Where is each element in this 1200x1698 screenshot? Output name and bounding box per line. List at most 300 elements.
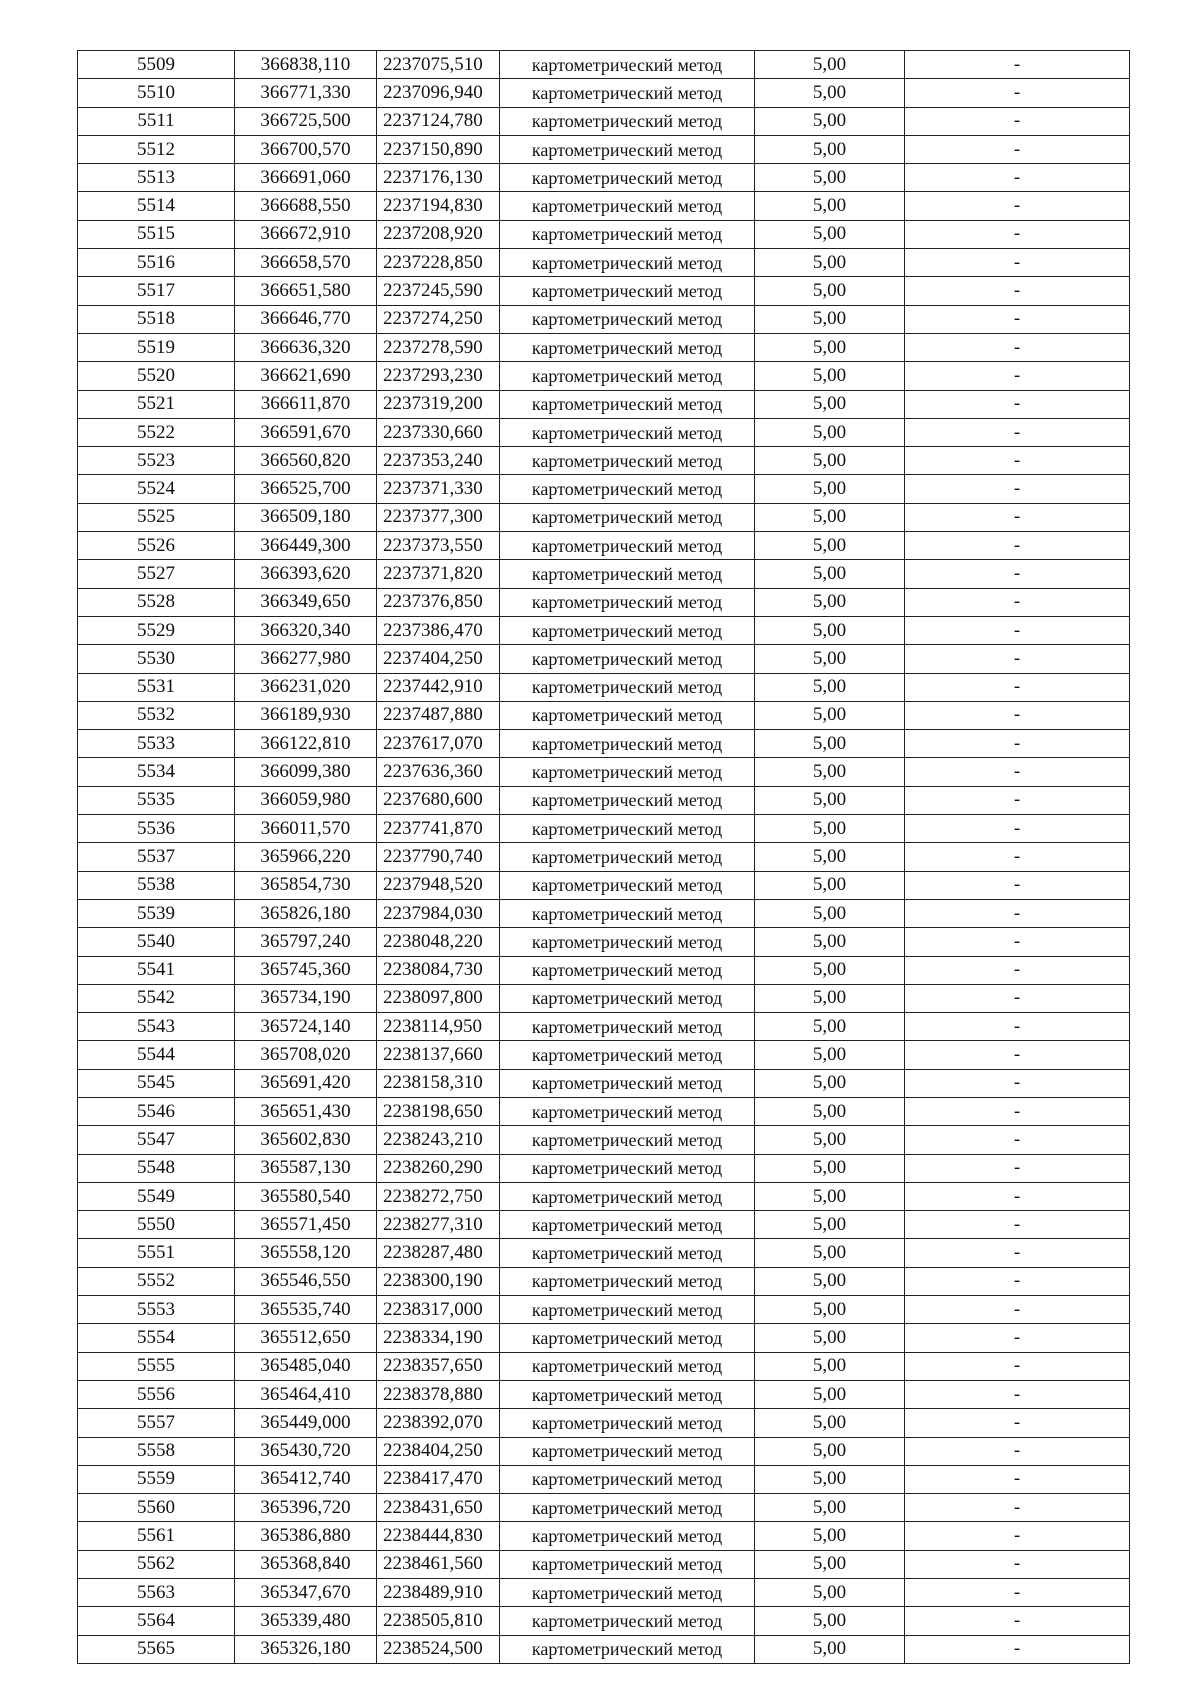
- point-number-cell: 5522: [78, 418, 235, 446]
- description-cell: -: [905, 1296, 1130, 1324]
- description-cell: -: [905, 1182, 1130, 1210]
- description-cell: -: [905, 815, 1130, 843]
- x-coordinate-cell: 366393,620: [235, 560, 377, 588]
- table-row: [78, 645, 1130, 673]
- method-cell: картометрический метод: [500, 192, 755, 220]
- table-row: [78, 447, 1130, 475]
- point-number-cell: 5556: [78, 1380, 235, 1408]
- x-coordinate-cell: 366771,330: [235, 79, 377, 107]
- y-coordinate-cell: 2238357,650: [377, 1352, 500, 1380]
- point-number-cell: 5530: [78, 645, 235, 673]
- method-cell: картометрический метод: [500, 560, 755, 588]
- y-coordinate-cell: 2238277,310: [377, 1211, 500, 1239]
- table-row: [78, 871, 1130, 899]
- y-coordinate-cell: 2237319,200: [377, 390, 500, 418]
- description-cell: -: [905, 560, 1130, 588]
- x-coordinate-cell: 366700,570: [235, 135, 377, 163]
- description-cell: -: [905, 164, 1130, 192]
- description-cell: -: [905, 730, 1130, 758]
- description-cell: -: [905, 956, 1130, 984]
- method-cell: картометрический метод: [500, 984, 755, 1012]
- description-cell: -: [905, 616, 1130, 644]
- method-cell: картометрический метод: [500, 645, 755, 673]
- accuracy-cell: 5,00: [755, 1579, 905, 1607]
- accuracy-cell: 5,00: [755, 107, 905, 135]
- table-row: [78, 1324, 1130, 1352]
- y-coordinate-cell: 2237442,910: [377, 673, 500, 701]
- table-row: [78, 1579, 1130, 1607]
- accuracy-cell: 5,00: [755, 1239, 905, 1267]
- x-coordinate-cell: 365368,840: [235, 1550, 377, 1578]
- x-coordinate-cell: 366349,650: [235, 588, 377, 616]
- point-number-cell: 5515: [78, 220, 235, 248]
- table-row: [78, 1635, 1130, 1663]
- accuracy-cell: 5,00: [755, 871, 905, 899]
- point-number-cell: 5548: [78, 1154, 235, 1182]
- point-number-cell: 5532: [78, 701, 235, 729]
- point-number-cell: 5555: [78, 1352, 235, 1380]
- accuracy-cell: 5,00: [755, 305, 905, 333]
- point-number-cell: 5558: [78, 1437, 235, 1465]
- x-coordinate-cell: 366509,180: [235, 503, 377, 531]
- table-row: [78, 984, 1130, 1012]
- table-row: [78, 843, 1130, 871]
- table-row: [78, 1296, 1130, 1324]
- x-coordinate-cell: 366591,670: [235, 418, 377, 446]
- y-coordinate-cell: 2238461,560: [377, 1550, 500, 1578]
- x-coordinate-cell: 366658,570: [235, 249, 377, 277]
- method-cell: картометрический метод: [500, 1267, 755, 1295]
- y-coordinate-cell: 2238431,650: [377, 1494, 500, 1522]
- description-cell: -: [905, 220, 1130, 248]
- table-row: [78, 1465, 1130, 1493]
- y-coordinate-cell: 2237790,740: [377, 843, 500, 871]
- accuracy-cell: 5,00: [755, 532, 905, 560]
- y-coordinate-cell: 2237680,600: [377, 786, 500, 814]
- x-coordinate-cell: 365826,180: [235, 899, 377, 927]
- table-row: [78, 135, 1130, 163]
- method-cell: картометрический метод: [500, 616, 755, 644]
- y-coordinate-cell: 2237228,850: [377, 249, 500, 277]
- x-coordinate-cell: 365558,120: [235, 1239, 377, 1267]
- accuracy-cell: 5,00: [755, 1182, 905, 1210]
- point-number-cell: 5509: [78, 51, 235, 79]
- y-coordinate-cell: 2238505,810: [377, 1607, 500, 1635]
- point-number-cell: 5518: [78, 305, 235, 333]
- y-coordinate-cell: 2238137,660: [377, 1041, 500, 1069]
- accuracy-cell: 5,00: [755, 786, 905, 814]
- point-number-cell: 5541: [78, 956, 235, 984]
- x-coordinate-cell: 365580,540: [235, 1182, 377, 1210]
- description-cell: -: [905, 532, 1130, 560]
- x-coordinate-cell: 365745,360: [235, 956, 377, 984]
- method-cell: картометрический метод: [500, 1097, 755, 1125]
- accuracy-cell: 5,00: [755, 1126, 905, 1154]
- description-cell: -: [905, 1041, 1130, 1069]
- table-row: [78, 1211, 1130, 1239]
- y-coordinate-cell: 2238392,070: [377, 1409, 500, 1437]
- method-cell: картометрический метод: [500, 362, 755, 390]
- accuracy-cell: 5,00: [755, 1494, 905, 1522]
- y-coordinate-cell: 2238378,880: [377, 1380, 500, 1408]
- description-cell: -: [905, 1522, 1130, 1550]
- method-cell: картометрический метод: [500, 1182, 755, 1210]
- accuracy-cell: 5,00: [755, 164, 905, 192]
- y-coordinate-cell: 2238287,480: [377, 1239, 500, 1267]
- y-coordinate-cell: 2238084,730: [377, 956, 500, 984]
- x-coordinate-cell: 365430,720: [235, 1437, 377, 1465]
- table-row: [78, 1069, 1130, 1097]
- description-cell: -: [905, 1579, 1130, 1607]
- description-cell: -: [905, 1267, 1130, 1295]
- table-row: [78, 532, 1130, 560]
- table-row: [78, 475, 1130, 503]
- y-coordinate-cell: 2238334,190: [377, 1324, 500, 1352]
- table-row: [78, 588, 1130, 616]
- accuracy-cell: 5,00: [755, 843, 905, 871]
- method-cell: картометрический метод: [500, 333, 755, 361]
- table-row: [78, 928, 1130, 956]
- point-number-cell: 5536: [78, 815, 235, 843]
- accuracy-cell: 5,00: [755, 730, 905, 758]
- x-coordinate-cell: 366560,820: [235, 447, 377, 475]
- table-row: [78, 418, 1130, 446]
- y-coordinate-cell: 2237617,070: [377, 730, 500, 758]
- x-coordinate-cell: 366189,930: [235, 701, 377, 729]
- accuracy-cell: 5,00: [755, 418, 905, 446]
- description-cell: -: [905, 1211, 1130, 1239]
- x-coordinate-cell: 365546,550: [235, 1267, 377, 1295]
- table-body: [78, 51, 1130, 1664]
- y-coordinate-cell: 2237386,470: [377, 616, 500, 644]
- accuracy-cell: 5,00: [755, 1267, 905, 1295]
- point-number-cell: 5523: [78, 447, 235, 475]
- table-row: [78, 1437, 1130, 1465]
- point-number-cell: 5525: [78, 503, 235, 531]
- x-coordinate-cell: 365326,180: [235, 1635, 377, 1663]
- method-cell: картометрический метод: [500, 730, 755, 758]
- accuracy-cell: 5,00: [755, 645, 905, 673]
- table-row: [78, 51, 1130, 79]
- accuracy-cell: 5,00: [755, 1352, 905, 1380]
- point-number-cell: 5542: [78, 984, 235, 1012]
- point-number-cell: 5514: [78, 192, 235, 220]
- x-coordinate-cell: 365347,670: [235, 1579, 377, 1607]
- method-cell: картометрический метод: [500, 1069, 755, 1097]
- y-coordinate-cell: 2237376,850: [377, 588, 500, 616]
- table-row: [78, 220, 1130, 248]
- x-coordinate-cell: 366691,060: [235, 164, 377, 192]
- accuracy-cell: 5,00: [755, 1097, 905, 1125]
- method-cell: картометрический метод: [500, 899, 755, 927]
- table-row: [78, 616, 1130, 644]
- description-cell: -: [905, 645, 1130, 673]
- x-coordinate-cell: 366725,500: [235, 107, 377, 135]
- description-cell: -: [905, 1465, 1130, 1493]
- point-number-cell: 5537: [78, 843, 235, 871]
- method-cell: картометрический метод: [500, 1635, 755, 1663]
- accuracy-cell: 5,00: [755, 1041, 905, 1069]
- accuracy-cell: 5,00: [755, 475, 905, 503]
- point-number-cell: 5559: [78, 1465, 235, 1493]
- method-cell: картометрический метод: [500, 277, 755, 305]
- method-cell: картометрический метод: [500, 786, 755, 814]
- y-coordinate-cell: 2237278,590: [377, 333, 500, 361]
- accuracy-cell: 5,00: [755, 277, 905, 305]
- point-number-cell: 5519: [78, 333, 235, 361]
- accuracy-cell: 5,00: [755, 1437, 905, 1465]
- point-number-cell: 5552: [78, 1267, 235, 1295]
- point-number-cell: 5520: [78, 362, 235, 390]
- x-coordinate-cell: 366525,700: [235, 475, 377, 503]
- x-coordinate-cell: 365449,000: [235, 1409, 377, 1437]
- method-cell: картометрический метод: [500, 701, 755, 729]
- y-coordinate-cell: 2237176,130: [377, 164, 500, 192]
- method-cell: картометрический метод: [500, 1041, 755, 1069]
- method-cell: картометрический метод: [500, 503, 755, 531]
- x-coordinate-cell: 365386,880: [235, 1522, 377, 1550]
- description-cell: -: [905, 107, 1130, 135]
- table-row: [78, 107, 1130, 135]
- table-row: [78, 1267, 1130, 1295]
- description-cell: -: [905, 1437, 1130, 1465]
- y-coordinate-cell: 2237208,920: [377, 220, 500, 248]
- x-coordinate-cell: 366688,550: [235, 192, 377, 220]
- description-cell: -: [905, 673, 1130, 701]
- accuracy-cell: 5,00: [755, 1013, 905, 1041]
- point-number-cell: 5511: [78, 107, 235, 135]
- description-cell: -: [905, 447, 1130, 475]
- table-row: [78, 1550, 1130, 1578]
- description-cell: -: [905, 1550, 1130, 1578]
- y-coordinate-cell: 2238097,800: [377, 984, 500, 1012]
- table-row: [78, 1607, 1130, 1635]
- method-cell: картометрический метод: [500, 1465, 755, 1493]
- y-coordinate-cell: 2237096,940: [377, 79, 500, 107]
- point-number-cell: 5533: [78, 730, 235, 758]
- y-coordinate-cell: 2237150,890: [377, 135, 500, 163]
- point-number-cell: 5526: [78, 532, 235, 560]
- point-number-cell: 5561: [78, 1522, 235, 1550]
- method-cell: картометрический метод: [500, 1579, 755, 1607]
- accuracy-cell: 5,00: [755, 1409, 905, 1437]
- point-number-cell: 5547: [78, 1126, 235, 1154]
- table-row: [78, 1409, 1130, 1437]
- y-coordinate-cell: 2237371,820: [377, 560, 500, 588]
- description-cell: -: [905, 475, 1130, 503]
- description-cell: -: [905, 1013, 1130, 1041]
- coordinates-table: [77, 50, 1130, 1664]
- point-number-cell: 5549: [78, 1182, 235, 1210]
- accuracy-cell: 5,00: [755, 928, 905, 956]
- method-cell: картометрический метод: [500, 1126, 755, 1154]
- table-row: [78, 249, 1130, 277]
- method-cell: картометрический метод: [500, 758, 755, 786]
- y-coordinate-cell: 2237353,240: [377, 447, 500, 475]
- table-row: [78, 786, 1130, 814]
- y-coordinate-cell: 2237075,510: [377, 51, 500, 79]
- point-number-cell: 5510: [78, 79, 235, 107]
- point-number-cell: 5524: [78, 475, 235, 503]
- y-coordinate-cell: 2238300,190: [377, 1267, 500, 1295]
- table-row: [78, 815, 1130, 843]
- accuracy-cell: 5,00: [755, 616, 905, 644]
- table-row: [78, 1239, 1130, 1267]
- x-coordinate-cell: 366646,770: [235, 305, 377, 333]
- method-cell: картометрический метод: [500, 249, 755, 277]
- description-cell: -: [905, 1352, 1130, 1380]
- accuracy-cell: 5,00: [755, 192, 905, 220]
- accuracy-cell: 5,00: [755, 135, 905, 163]
- point-number-cell: 5550: [78, 1211, 235, 1239]
- method-cell: картометрический метод: [500, 871, 755, 899]
- method-cell: картометрический метод: [500, 1352, 755, 1380]
- table-row: [78, 673, 1130, 701]
- y-coordinate-cell: 2238243,210: [377, 1126, 500, 1154]
- point-number-cell: 5543: [78, 1013, 235, 1041]
- accuracy-cell: 5,00: [755, 1380, 905, 1408]
- table-row: [78, 1494, 1130, 1522]
- point-number-cell: 5557: [78, 1409, 235, 1437]
- method-cell: картометрический метод: [500, 673, 755, 701]
- y-coordinate-cell: 2237741,870: [377, 815, 500, 843]
- x-coordinate-cell: 366099,380: [235, 758, 377, 786]
- y-coordinate-cell: 2237194,830: [377, 192, 500, 220]
- method-cell: картометрический метод: [500, 305, 755, 333]
- method-cell: картометрический метод: [500, 1494, 755, 1522]
- x-coordinate-cell: 366122,810: [235, 730, 377, 758]
- description-cell: -: [905, 871, 1130, 899]
- description-cell: -: [905, 51, 1130, 79]
- accuracy-cell: 5,00: [755, 984, 905, 1012]
- x-coordinate-cell: 365485,040: [235, 1352, 377, 1380]
- description-cell: -: [905, 1409, 1130, 1437]
- description-cell: -: [905, 79, 1130, 107]
- accuracy-cell: 5,00: [755, 249, 905, 277]
- x-coordinate-cell: 366672,910: [235, 220, 377, 248]
- table-row: [78, 79, 1130, 107]
- x-coordinate-cell: 365797,240: [235, 928, 377, 956]
- x-coordinate-cell: 365535,740: [235, 1296, 377, 1324]
- point-number-cell: 5539: [78, 899, 235, 927]
- accuracy-cell: 5,00: [755, 673, 905, 701]
- point-number-cell: 5540: [78, 928, 235, 956]
- x-coordinate-cell: 366636,320: [235, 333, 377, 361]
- accuracy-cell: 5,00: [755, 1550, 905, 1578]
- method-cell: картометрический метод: [500, 220, 755, 248]
- method-cell: картометрический метод: [500, 107, 755, 135]
- description-cell: -: [905, 135, 1130, 163]
- point-number-cell: 5551: [78, 1239, 235, 1267]
- description-cell: -: [905, 1126, 1130, 1154]
- description-cell: -: [905, 1069, 1130, 1097]
- description-cell: -: [905, 362, 1130, 390]
- table-row: [78, 277, 1130, 305]
- point-number-cell: 5538: [78, 871, 235, 899]
- accuracy-cell: 5,00: [755, 333, 905, 361]
- method-cell: картометрический метод: [500, 588, 755, 616]
- x-coordinate-cell: 365966,220: [235, 843, 377, 871]
- table-row: [78, 1154, 1130, 1182]
- accuracy-cell: 5,00: [755, 1296, 905, 1324]
- method-cell: картометрический метод: [500, 1296, 755, 1324]
- method-cell: картометрический метод: [500, 1380, 755, 1408]
- accuracy-cell: 5,00: [755, 1522, 905, 1550]
- table-row: [78, 730, 1130, 758]
- table-row: [78, 1041, 1130, 1069]
- description-cell: -: [905, 503, 1130, 531]
- x-coordinate-cell: 366059,980: [235, 786, 377, 814]
- method-cell: картометрический метод: [500, 418, 755, 446]
- table-row: [78, 333, 1130, 361]
- description-cell: -: [905, 249, 1130, 277]
- method-cell: картометрический метод: [500, 1013, 755, 1041]
- y-coordinate-cell: 2237330,660: [377, 418, 500, 446]
- y-coordinate-cell: 2237487,880: [377, 701, 500, 729]
- table-row: [78, 1352, 1130, 1380]
- y-coordinate-cell: 2237948,520: [377, 871, 500, 899]
- accuracy-cell: 5,00: [755, 51, 905, 79]
- y-coordinate-cell: 2237274,250: [377, 305, 500, 333]
- point-number-cell: 5534: [78, 758, 235, 786]
- x-coordinate-cell: 365602,830: [235, 1126, 377, 1154]
- table-row: [78, 164, 1130, 192]
- y-coordinate-cell: 2238524,500: [377, 1635, 500, 1663]
- table-row: [78, 560, 1130, 588]
- x-coordinate-cell: 365691,420: [235, 1069, 377, 1097]
- point-number-cell: 5512: [78, 135, 235, 163]
- accuracy-cell: 5,00: [755, 1635, 905, 1663]
- accuracy-cell: 5,00: [755, 1154, 905, 1182]
- method-cell: картометрический метод: [500, 843, 755, 871]
- point-number-cell: 5527: [78, 560, 235, 588]
- y-coordinate-cell: 2237293,230: [377, 362, 500, 390]
- table-row: [78, 758, 1130, 786]
- table-row: [78, 362, 1130, 390]
- y-coordinate-cell: 2238444,830: [377, 1522, 500, 1550]
- table-row: [78, 1380, 1130, 1408]
- method-cell: картометрический метод: [500, 1324, 755, 1352]
- point-number-cell: 5513: [78, 164, 235, 192]
- x-coordinate-cell: 365651,430: [235, 1097, 377, 1125]
- y-coordinate-cell: 2237636,360: [377, 758, 500, 786]
- table-row: [78, 956, 1130, 984]
- point-number-cell: 5565: [78, 1635, 235, 1663]
- table-row: [78, 701, 1130, 729]
- point-number-cell: 5544: [78, 1041, 235, 1069]
- description-cell: -: [905, 277, 1130, 305]
- table-row: [78, 390, 1130, 418]
- point-number-cell: 5563: [78, 1579, 235, 1607]
- y-coordinate-cell: 2237124,780: [377, 107, 500, 135]
- description-cell: -: [905, 1239, 1130, 1267]
- method-cell: картометрический метод: [500, 79, 755, 107]
- y-coordinate-cell: 2237373,550: [377, 532, 500, 560]
- y-coordinate-cell: 2238317,000: [377, 1296, 500, 1324]
- method-cell: картометрический метод: [500, 1239, 755, 1267]
- accuracy-cell: 5,00: [755, 79, 905, 107]
- description-cell: -: [905, 1607, 1130, 1635]
- method-cell: картометрический метод: [500, 1409, 755, 1437]
- table-row: [78, 1097, 1130, 1125]
- description-cell: -: [905, 701, 1130, 729]
- table-row: [78, 192, 1130, 220]
- y-coordinate-cell: 2238048,220: [377, 928, 500, 956]
- table-row: [78, 1013, 1130, 1041]
- point-number-cell: 5562: [78, 1550, 235, 1578]
- method-cell: картометрический метод: [500, 1211, 755, 1239]
- method-cell: картометрический метод: [500, 1550, 755, 1578]
